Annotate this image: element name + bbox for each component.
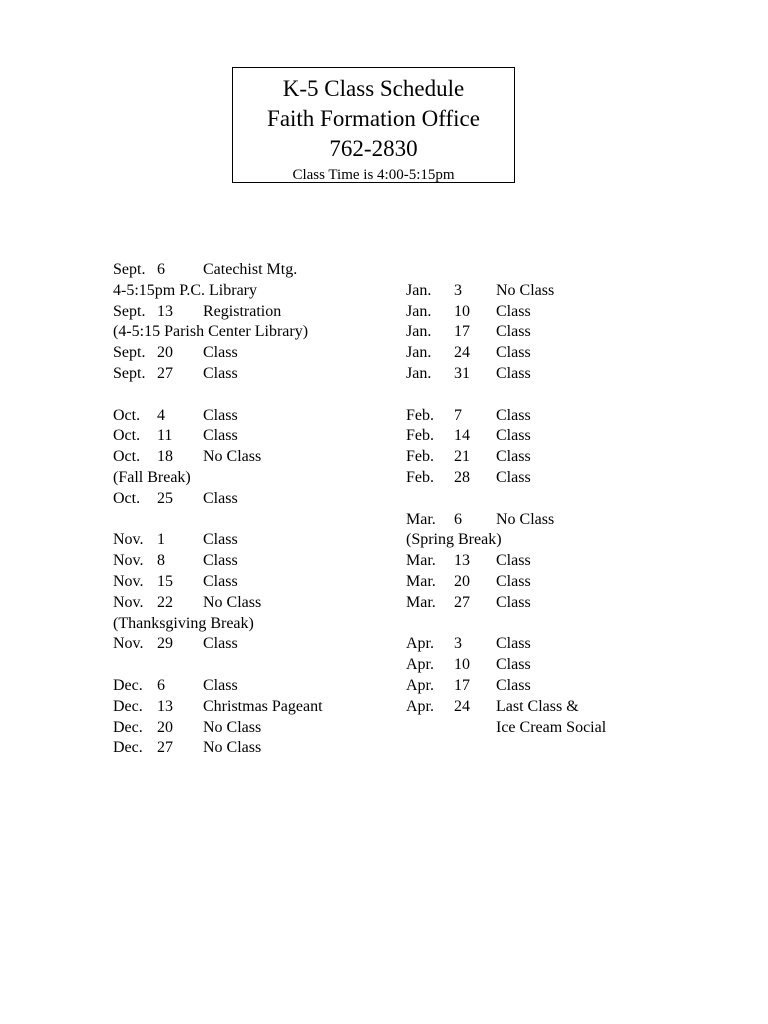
schedule-month: Mar. <box>406 572 436 590</box>
schedule-month: Oct. <box>113 489 141 507</box>
schedule-note: 4-5:15pm P.C. Library <box>113 281 257 299</box>
schedule-month: Oct. <box>113 427 141 445</box>
schedule-month: Dec. <box>113 697 143 715</box>
schedule-event: Class <box>496 344 531 362</box>
schedule-event: Class <box>203 552 238 570</box>
schedule-note: (Spring Break) <box>406 531 502 549</box>
schedule-month: Feb. <box>406 406 434 424</box>
schedule-month: Sept. <box>113 364 146 382</box>
schedule-event: Christmas Pageant <box>203 697 323 715</box>
schedule-event: Class <box>496 427 531 445</box>
schedule-note: (Fall Break) <box>113 468 191 486</box>
schedule-day: 20 <box>454 572 470 590</box>
schedule-day: 13 <box>157 697 173 715</box>
schedule-event: Catechist Mtg. <box>203 261 298 278</box>
schedule-month: Nov. <box>113 572 144 590</box>
schedule-month: Oct. <box>113 448 141 466</box>
schedule-month: Jan. <box>406 281 432 299</box>
schedule-day: 27 <box>157 739 173 757</box>
schedule-month: Nov. <box>113 552 144 570</box>
schedule-event: Class <box>496 572 531 590</box>
schedule-day: 11 <box>157 427 173 445</box>
schedule-event: Registration <box>203 302 282 320</box>
schedule-day: 21 <box>454 448 470 466</box>
schedule-day: 7 <box>454 406 462 424</box>
schedule-day: 10 <box>454 302 470 320</box>
schedule-event: Class <box>203 676 238 694</box>
schedule-event: Class <box>496 364 531 382</box>
schedule-event: No Class <box>203 718 262 736</box>
schedule-day: 24 <box>454 697 470 715</box>
schedule-event: Class <box>203 344 238 362</box>
schedule-event: Class <box>203 427 238 445</box>
schedule-month: Apr. <box>406 697 434 715</box>
schedule-day: 20 <box>157 344 173 362</box>
schedule-month: Dec. <box>113 676 143 694</box>
schedule-day: 17 <box>454 676 470 694</box>
schedule-event: No Class <box>496 510 555 528</box>
schedule-day: 28 <box>454 468 470 486</box>
page-title: K-5 Class Schedule <box>282 76 465 101</box>
schedule-event: Class <box>496 448 531 466</box>
schedule-month: Mar. <box>406 552 436 570</box>
schedule-month: Apr. <box>406 656 434 674</box>
schedule-month: Dec. <box>113 739 143 757</box>
schedule-day: 8 <box>157 552 165 570</box>
schedule-event: No Class <box>203 739 262 757</box>
schedule-event: Class <box>203 406 238 424</box>
schedule-month: Feb. <box>406 468 434 486</box>
schedule-month: Feb. <box>406 427 434 445</box>
schedule-day: 27 <box>454 593 470 611</box>
schedule-day: 14 <box>454 427 470 445</box>
schedule-month: Jan. <box>406 364 432 382</box>
schedule-month: Sept. <box>113 261 146 278</box>
schedule-day: 25 <box>157 489 173 507</box>
schedule-event: Class <box>496 552 531 570</box>
schedule-event: Class <box>496 635 531 653</box>
schedule-day: 6 <box>157 261 165 278</box>
schedule-day: 29 <box>157 635 173 653</box>
office-name: Faith Formation Office <box>267 106 480 131</box>
schedule-event: Class <box>203 489 238 507</box>
schedule-day: 6 <box>454 510 462 528</box>
schedule-day: 6 <box>157 676 165 694</box>
schedule-month: Jan. <box>406 302 432 320</box>
schedule-month: Apr. <box>406 676 434 694</box>
schedule-day: 13 <box>454 552 470 570</box>
schedule-month: Dec. <box>113 718 143 736</box>
schedule-day: 3 <box>454 281 462 299</box>
schedule-event: No Class <box>203 593 262 611</box>
schedule-day: 20 <box>157 718 173 736</box>
schedule-event: Class <box>203 635 238 653</box>
schedule-event: Class <box>496 302 531 320</box>
schedule-day: 24 <box>454 344 470 362</box>
schedule-event: No Class <box>203 448 262 466</box>
schedule-event: Class <box>496 468 531 486</box>
schedule-month: Sept. <box>113 344 146 362</box>
schedule-month: Sept. <box>113 302 146 320</box>
schedule-day: 1 <box>157 531 165 549</box>
schedule-day: 10 <box>454 656 470 674</box>
schedule-month: Mar. <box>406 510 436 528</box>
schedule-day: 31 <box>454 364 470 382</box>
schedule-note: (4-5:15 Parish Center Library) <box>113 323 309 341</box>
schedule-day: 15 <box>157 572 173 590</box>
schedule-event: Class <box>203 572 238 590</box>
schedule-event: Class <box>496 323 531 341</box>
schedule-day: 17 <box>454 323 470 341</box>
header-box <box>232 67 515 183</box>
schedule-month: Jan. <box>406 323 432 341</box>
schedule-event: Class <box>203 364 238 382</box>
schedule-event: Last Class & <box>496 697 579 715</box>
schedule-day: 4 <box>157 406 165 424</box>
schedule-event: Class <box>496 656 531 674</box>
schedule-event: Class <box>496 676 531 694</box>
schedule-event: Class <box>496 593 531 611</box>
schedule-event: Class <box>203 531 238 549</box>
schedule-day: 22 <box>157 593 173 611</box>
schedule-month: Oct. <box>113 406 141 424</box>
schedule-note: (Thanksgiving Break) <box>113 614 254 632</box>
schedule-month: Nov. <box>113 531 144 549</box>
office-phone: 762-2830 <box>329 136 418 161</box>
schedule-month: Feb. <box>406 448 434 466</box>
schedule-month: Nov. <box>113 593 144 611</box>
class-time: Class Time is 4:00-5:15pm <box>292 167 455 183</box>
schedule-month: Jan. <box>406 344 432 362</box>
schedule-day: 27 <box>157 364 173 382</box>
schedule-event: No Class <box>496 281 555 299</box>
schedule-day: 18 <box>157 448 173 466</box>
schedule-month: Mar. <box>406 593 436 611</box>
schedule-event: Class <box>496 406 531 424</box>
schedule-month: Apr. <box>406 635 434 653</box>
schedule-day: 13 <box>157 302 173 320</box>
schedule-day: 3 <box>454 635 462 653</box>
schedule-event: Ice Cream Social <box>496 718 607 736</box>
schedule-month: Nov. <box>113 635 144 653</box>
